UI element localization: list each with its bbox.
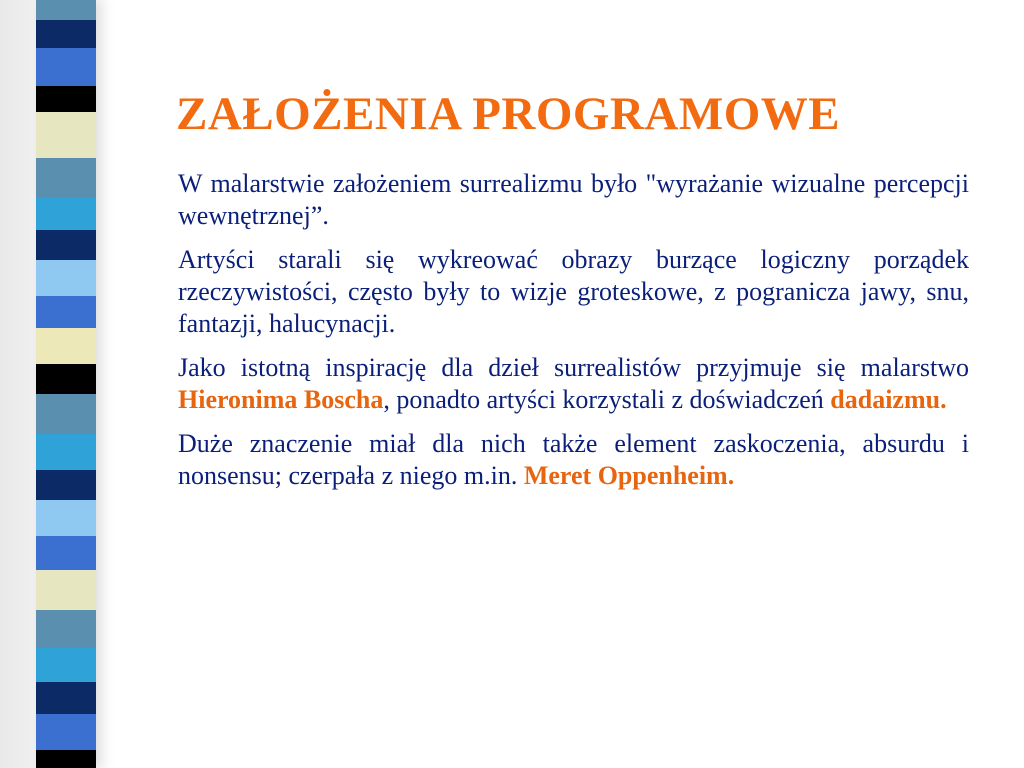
paragraph-4 [178,428,969,492]
paragraph-1 [178,168,969,232]
paragraph-2 [178,244,969,340]
stripe-segment [36,682,96,714]
stripe-segment [36,48,96,86]
paragraph-4-text: Duże znaczenie miał dla nich także element zaskoczenia, absurdu i nonsensu; czerpała z niego m.in. [178,429,969,490]
stripe-segment [36,570,96,610]
stripe-segment [36,470,96,500]
highlight-oppenheim: Meret Oppenheim. [523,461,735,490]
highlight-dadaizm: dadaizmu. [830,385,947,414]
paragraph-1-text: W malarstwie założeniem surrealizmu było "wyrażanie wizualne percepcji wewnętrznej”. [178,169,969,230]
stripe-segment [36,394,96,434]
stripe-segment [36,364,96,394]
decorative-stripe-bar [36,0,96,768]
stripe-segment [36,260,96,296]
stripe-segment [36,158,96,198]
stripe-segment [36,536,96,570]
stripe-segment [36,610,96,648]
stripe-pattern [36,0,96,768]
stripe-segment [36,648,96,682]
paragraph-2-text: Artyści starali się wykreować obrazy burzące logiczny porządek rzeczywistości, często były to wizje groteskowe, z pogranicza jawy, snu, fantazji, halucynacji. [178,245,969,338]
slide-title: ZAŁOŻENIA PROGRAMOWE [176,88,841,140]
stripe-segment [36,296,96,328]
stripe-segment [36,20,96,48]
paragraph-3-text-a: Jako istotną inspirację dla dzieł surrealistów przyjmuje się malarstwo [178,353,969,382]
stripe-segment [36,434,96,470]
stripe-segment [36,500,96,536]
highlight-bosch: Hieronima Boscha [178,385,384,414]
stripe-segment [36,86,96,112]
slide-body [178,168,969,504]
stripe-segment [36,230,96,260]
stripe-segment [36,198,96,230]
paragraph-3 [178,352,969,416]
stripe-segment [36,0,96,20]
paragraph-3-text-b: , ponadto artyści korzystali z doświadczeń [383,385,831,414]
stripe-segment [36,714,96,750]
stripe-segment [36,328,96,364]
stripe-segment [36,750,96,768]
stripe-segment [36,112,96,158]
